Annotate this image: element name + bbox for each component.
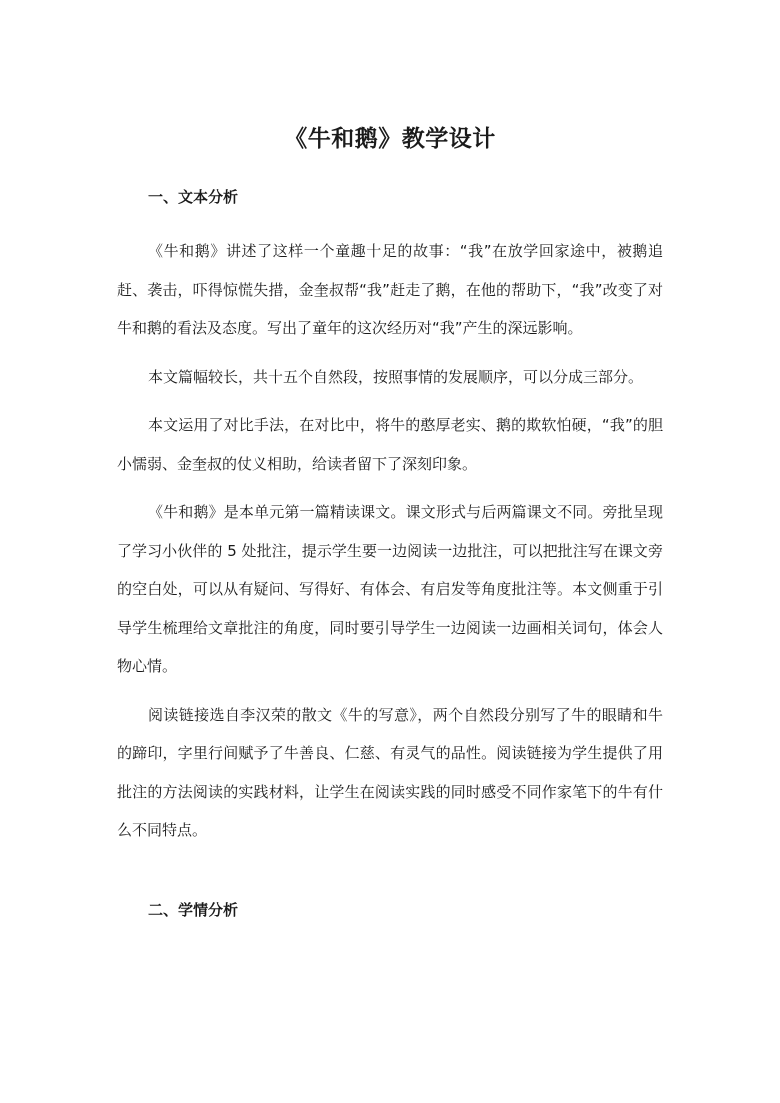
paragraph: 《牛和鹅》讲述了这样一个童趣十足的故事：“我”在放学回家途中，被鹅追赶、袭击，吓得惊慌失措，金奎叔帮“我”赶走了鹅，在他的帮助下，“我”改变了对牛和鹅的看法及态度。写出了童年的这次经历对“我”产生的深远影响。 <box>117 242 663 337</box>
paragraph: 本文篇幅较长，共十五个自然段，按照事情的发展顺序，可以分成三部分。 <box>148 367 644 386</box>
paragraph: 阅读链接选自李汉荣的散文《牛的写意》，两个自然段分别写了牛的眼睛和牛的蹄印，字里行间赋予了牛善良、仁慈、有灵气的品性。阅读链接为学生提供了用批注的方法阅读的实践材料，让学生在阅读实践的同时感受不同作家笔下的牛有什么不同特点。 <box>117 705 663 839</box>
document-title: 《牛和鹅》教学设计 <box>284 126 496 152</box>
section-heading-text-analysis: 一、文本分析 <box>148 188 239 206</box>
section-heading-learner-analysis: 二、学情分析 <box>148 901 239 919</box>
paragraph: 本文运用了对比手法，在对比中，将牛的憨厚老实、鹅的欺软怕硬，“我”的胆小懦弱、金奎叔的仗义相助，给读者留下了深刻印象。 <box>117 416 663 473</box>
section-body-text-analysis <box>117 232 663 860</box>
paragraph: 《牛和鹅》是本单元第一篇精读课文。课文形式与后两篇课文不同。旁批呈现了学习小伙伴的 5 处批注，提示学生要一边阅读一边批注，可以把批注写在课文旁的空白处，可以从有疑问、写得好、有体会、有启发等角度批注等。本文侧重于引导学生梳理给文章批注的角度，同时要引导学生一边阅读一边画相关词句，体会人物心情。 <box>117 503 663 675</box>
